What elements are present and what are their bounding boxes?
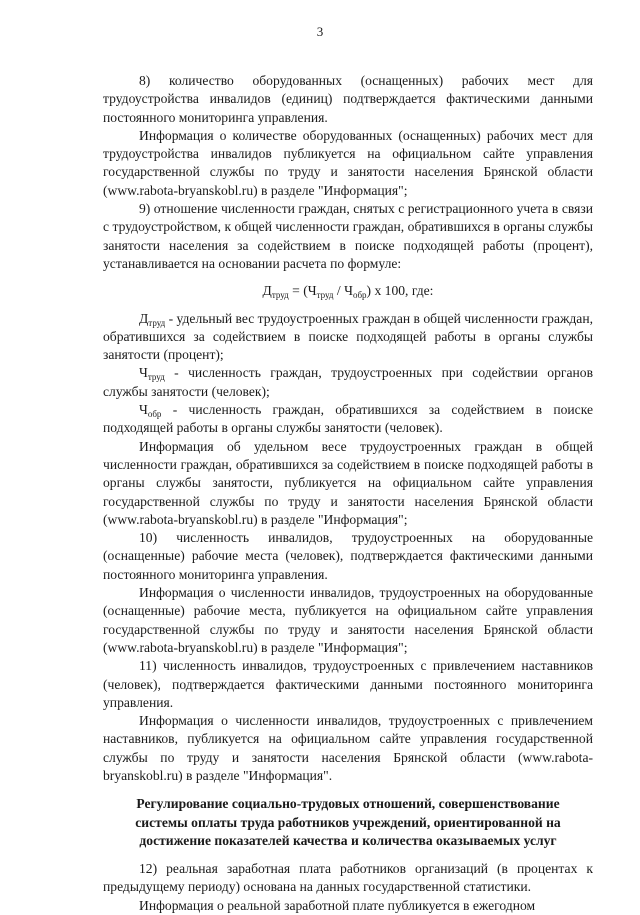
paragraph-item-12-info: Информация о реальной заработной плате публикуется в ежегодном xyxy=(139,897,536,913)
section-heading-line-3: достижение показателей качества и количества оказываемых услуг xyxy=(139,832,557,848)
paragraph-item-10-info: Информация о численности инвалидов, трудоустроенных на оборудованные (оснащенные) рабочие места, публикуется на официальном сайте управления государственной службы по труду и занятости населения Брянской области (www.rabota-bryanskobl.ru) в разделе "Информация"; xyxy=(103,585,593,655)
formula: $Д_{труд} = (Ч_{труд} / Ч_{обр})$ х 100, где: xyxy=(262,283,434,301)
section-heading-line-2: системы оплаты труда работников учреждений, ориентированной на xyxy=(135,814,561,830)
paragraph-item-9: 9) отношение численности граждан, снятых с регистрационного учета в связи с трудоустройством, к общей численности граждан, обратившихся в органы службы занятости населения за содействием в поиске подходящей работы (процент), устанавливается на основании расчета по формуле: xyxy=(103,201,593,271)
definition-ch-obr: $Ч_{обр}$ - численность граждан, обратившихся за содействием в поиске подходящей работы в органы службы занятости (человек). xyxy=(103,402,593,436)
document-body xyxy=(103,72,593,915)
section-heading xyxy=(103,795,593,850)
definition-ch-trud: $Ч_{труд}$ - численность граждан, трудоустроенных при содействии органов службы занятости (человек); xyxy=(103,365,593,399)
section-heading-line-1: Регулирование социально-трудовых отношений, совершенствование xyxy=(136,796,560,812)
paragraph-item-11-info: Информация о численности инвалидов, трудоустроенных с привлечением наставников, публикуется на официальном сайте управления государственной службы по труду и занятости населения Брянской области (www.rabota-bryanskobl.ru) в разделе "Информация". xyxy=(103,713,593,783)
definition-d-trud: $Д_{труд}$ - удельный вес трудоустроенных граждан в общей численности граждан, обратившихся за содействием в поиске подходящей работы в органы службы занятости (процент); xyxy=(103,310,593,363)
paragraph-item-11: 11) численность инвалидов, трудоустроенных с привлечением наставников (человек), подтверждается фактическими данными постоянного мониторинга управления. xyxy=(103,658,593,710)
paragraph-item-9-info: Информация об удельном весе трудоустроенных граждан в общей численности граждан, обратившихся за содействием в поиске подходящей работы в органы службы занятости, публикуется на официальном сайте управления государственной службы по труду и занятости населения Брянской области (www.rabota-bryanskobl.ru) в разделе "Информация"; xyxy=(103,438,593,527)
paragraph-item-8-info: Информация о количестве оборудованных (оснащенных) рабочих мест для трудоустройства инвалидов публикуется на официальном сайте управления государственной службы по труду и занятости населения Брянской области (www.rabota-bryanskobl.ru) в разделе "Информация"; xyxy=(103,127,593,198)
paragraph-item-10: 10) численность инвалидов, трудоустроенных на оборудованные (оснащенные) рабочие места (человек), подтверждается фактическими данными постоянного мониторинга управления. xyxy=(103,530,593,582)
page-number: 3 xyxy=(316,24,324,39)
paragraph-item-12: 12) реальная заработная плата работников организаций (в процентах к предыдущему периоду) основана на данных государственной статистики. xyxy=(103,861,593,895)
paragraph-item-8: 8) количество оборудованных (оснащенных) рабочих мест для трудоустройства инвалидов (единиц) подтверждается фактическими данными постоянного мониторинга управления. xyxy=(103,73,593,125)
